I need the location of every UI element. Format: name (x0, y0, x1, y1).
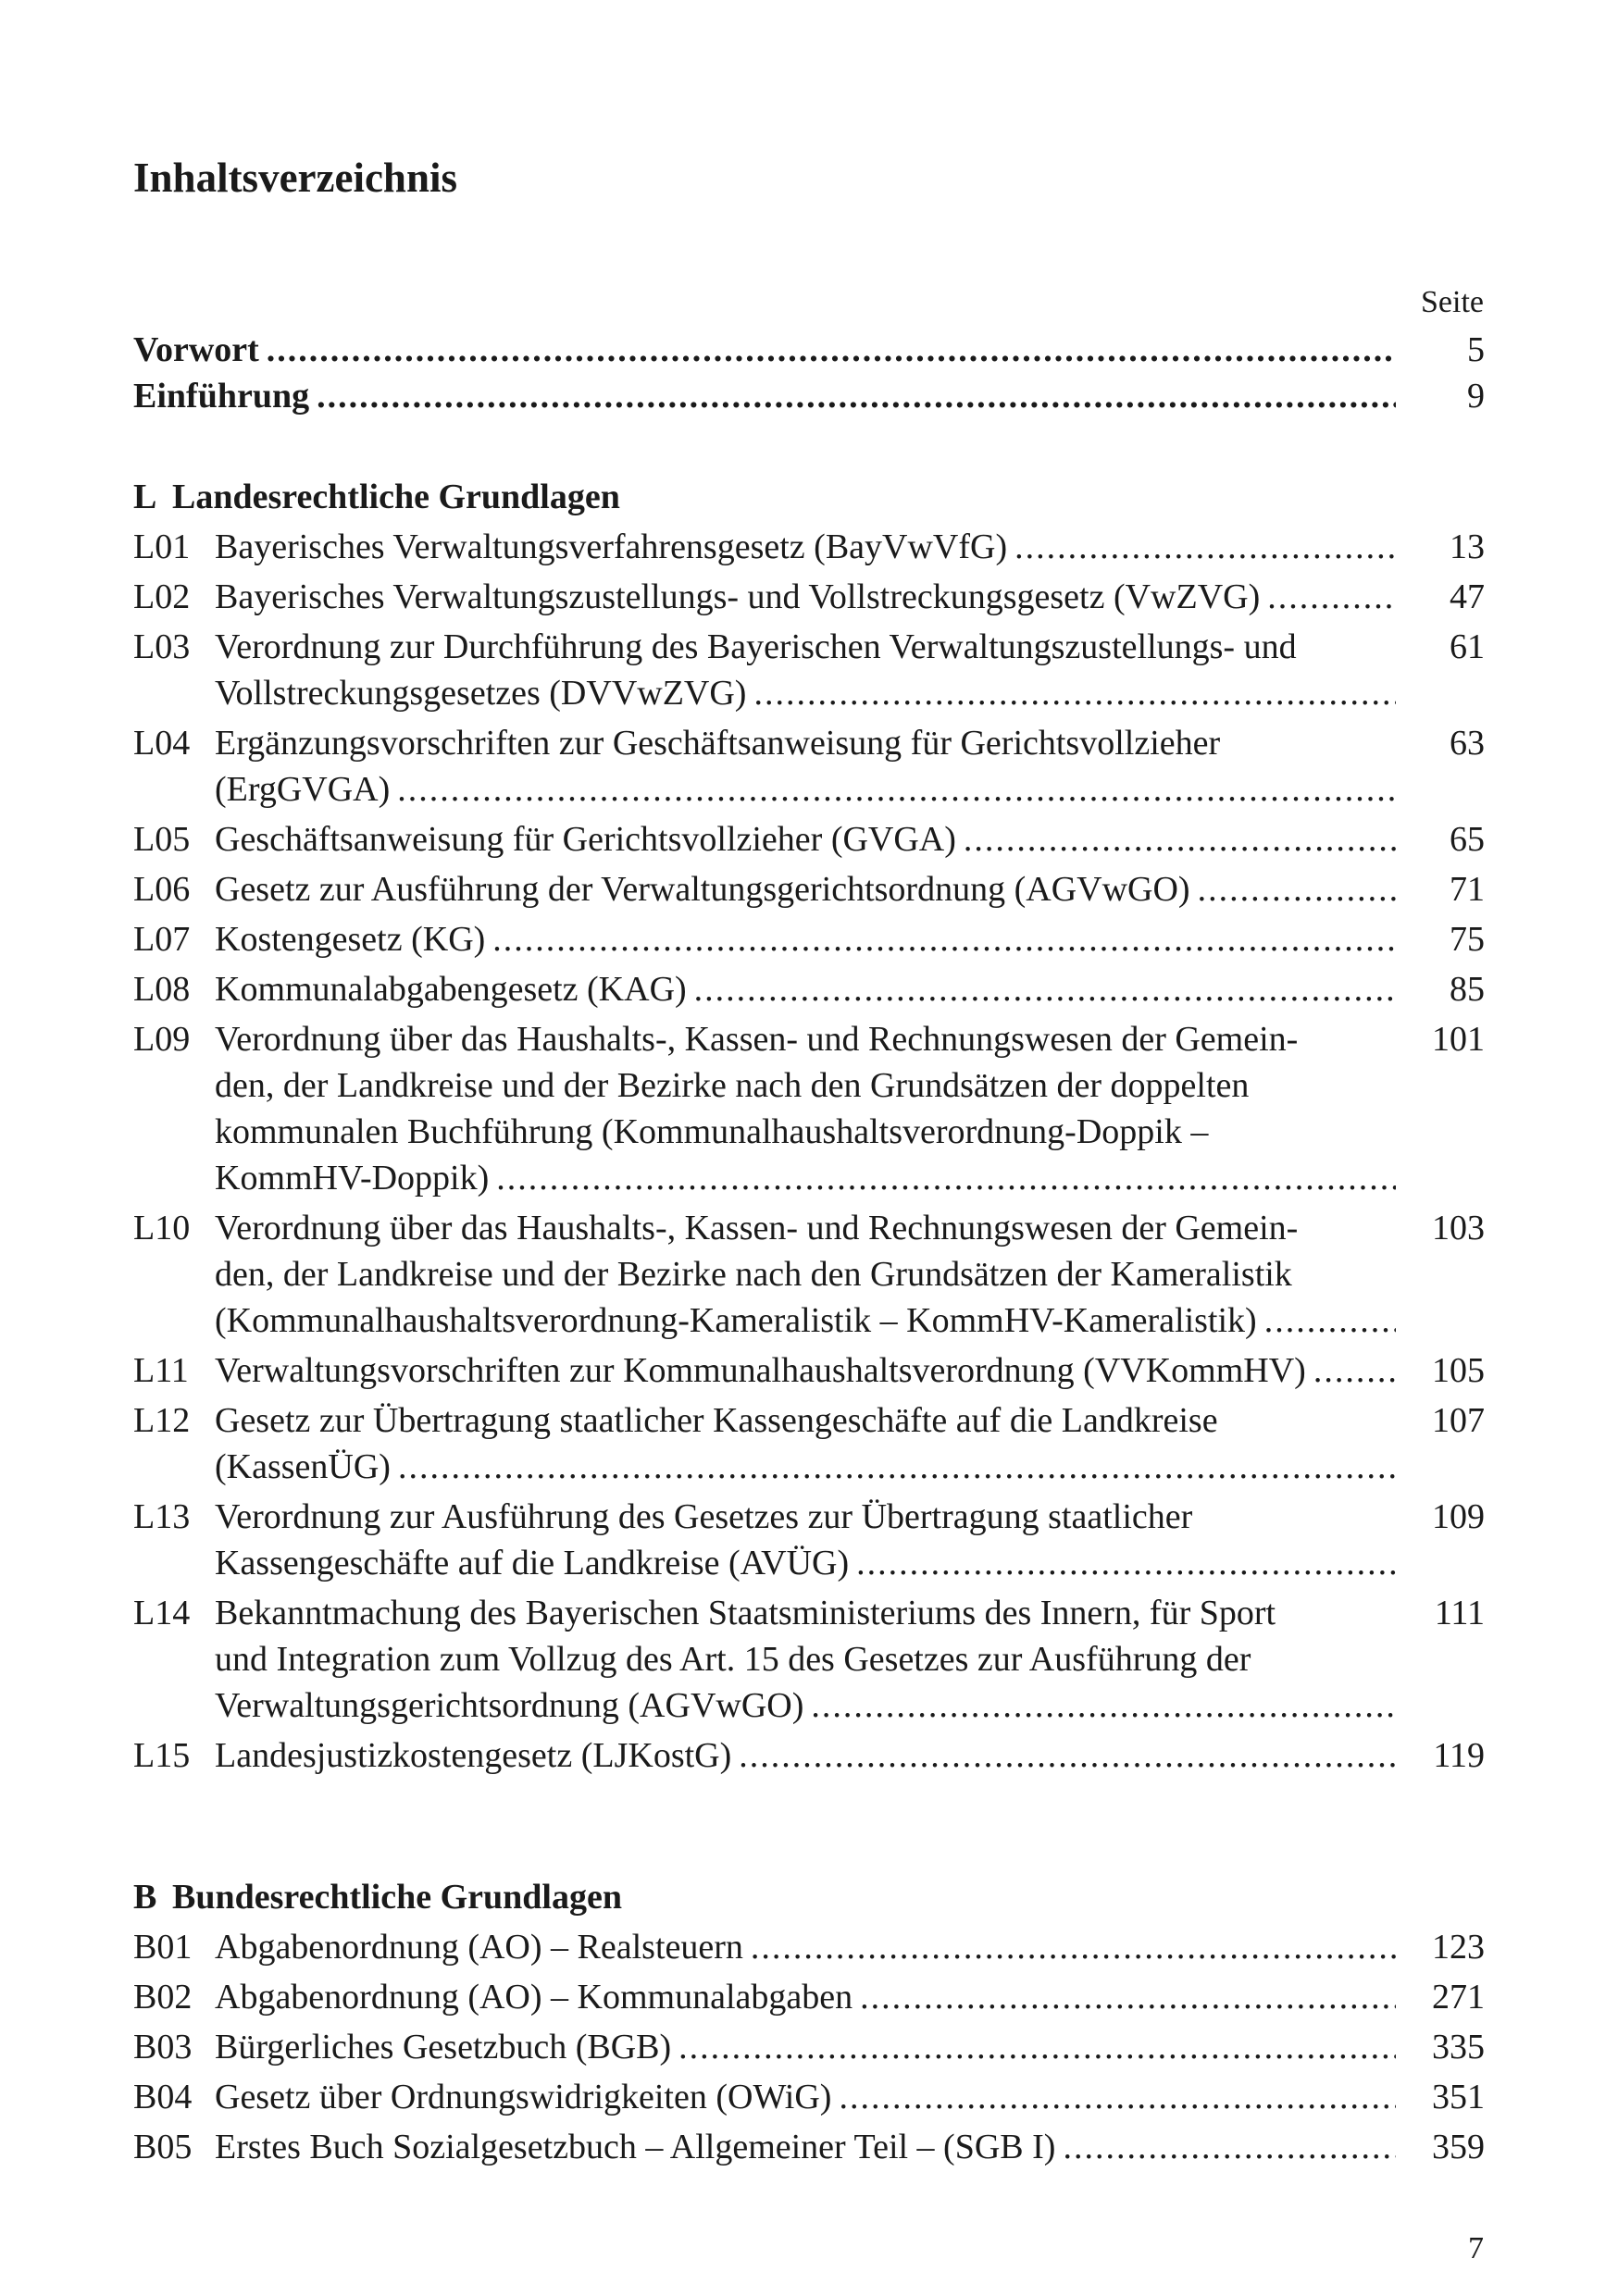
dot-leader (398, 1444, 1396, 1490)
dot-leader (496, 1155, 1396, 1201)
toc-entry-text-line: Vollstreckungsgesetzes (DVVwZVG) (215, 674, 747, 713)
toc-entry-text-line: kommunalen Buchführung (Kommunalhaushaltsverordnung-Doppik – (215, 1112, 1209, 1151)
toc-entry-page: 85 (1450, 970, 1485, 1009)
toc-entry-code: L08 (133, 970, 191, 1009)
toc-entry-text-line: Abgabenordnung (AO) – Kommunalabgaben (215, 1978, 853, 2017)
toc-entry-page: 101 (1432, 1020, 1485, 1059)
dot-leader (964, 816, 1396, 863)
toc-entry-text-line: Ergänzungsvorschriften zur Geschäftsanweisung für Gerichtsvollzieher (215, 724, 1221, 763)
toc-entry-page: 13 (1450, 527, 1485, 566)
toc-entry-code: L03 (133, 627, 191, 666)
toc-entry[interactable] (133, 624, 1485, 716)
toc-entry-page: 111 (1434, 1594, 1485, 1632)
toc-entry-text-line: Kostengesetz (KG) (215, 920, 486, 959)
toc-entry-text-line: Abgabenordnung (AO) – Realsteuern (215, 1928, 743, 1967)
toc-entry[interactable] (133, 1732, 1485, 1779)
toc-entry-text-line: Bayerisches Verwaltungszustellungs- und Vollstreckungsgesetz (VwZVG) (215, 577, 1261, 616)
page-column-header: Seite (1421, 285, 1484, 319)
toc-entry[interactable] (133, 524, 1485, 570)
toc-entry-code: B04 (133, 2078, 193, 2116)
toc-entry-text-line: Vorwort (133, 330, 259, 369)
toc-entry-page: 5 (1467, 330, 1485, 369)
dot-leader (1264, 1297, 1396, 1344)
toc-entry[interactable] (133, 2124, 1485, 2170)
dot-leader (1313, 1347, 1396, 1394)
toc-entry-text-line: Gesetz zur Übertragung staatlicher Kassengeschäfte auf die Landkreise (215, 1401, 1218, 1440)
toc-entry-text-line: Landesjustizkostengesetz (LJKostG) (215, 1736, 732, 1775)
toc-entry-code: L06 (133, 870, 191, 909)
toc-entry-text-line: Verordnung über das Haushalts-, Kassen- und Rechnungswesen der Gemein- (215, 1209, 1299, 1247)
toc-entry-code: L04 (133, 724, 191, 763)
toc-entry[interactable] (133, 1974, 1485, 2020)
toc-entry-text-line: Verordnung zur Ausführung des Gesetzes zur Übertragung staatlicher (215, 1497, 1193, 1536)
toc-entry-page: 71 (1450, 870, 1485, 909)
toc-entry[interactable] (133, 1397, 1485, 1490)
dot-leader (856, 1540, 1396, 1586)
dot-leader (1267, 574, 1396, 620)
toc-entry-code: L12 (133, 1401, 191, 1440)
toc-entry-page: 9 (1467, 377, 1485, 416)
dot-leader (751, 1924, 1396, 1970)
dot-leader (811, 1682, 1396, 1729)
toc-entry-text-line: Kommunalabgabengesetz (KAG) (215, 970, 687, 1009)
toc-entry[interactable] (133, 327, 1485, 373)
toc-entry-text-line: und Integration zum Vollzug des Art. 15 des Gesetzes zur Ausführung der (215, 1640, 1251, 1679)
toc-section-bundesrecht (133, 1874, 1485, 2170)
toc-entry-text-line: Bürgerliches Gesetzbuch (BGB) (215, 2028, 672, 2066)
dot-leader (694, 966, 1396, 1012)
toc-entry-page: 105 (1432, 1351, 1485, 1390)
toc-entry-text-line: KommHV-Doppik) (215, 1159, 490, 1198)
toc-section-landesrecht (133, 474, 1485, 1779)
page-title: Inhaltsverzeichnis (133, 155, 458, 201)
toc-entry[interactable] (133, 866, 1485, 912)
toc-entry-page: 359 (1432, 2128, 1485, 2166)
toc-entry-code: L05 (133, 820, 191, 859)
dot-leader (860, 1974, 1396, 2020)
toc-entry-text-line: Verwaltungsvorschriften zur Kommunalhaushaltsverordnung (VVKommHV) (215, 1351, 1306, 1390)
toc-entry-code: B03 (133, 2028, 193, 2066)
section-letter: L (133, 478, 157, 516)
toc-entry-page: 335 (1432, 2028, 1485, 2066)
dot-leader (1198, 866, 1396, 912)
toc-entry-text-line: Bayerisches Verwaltungsverfahrensgesetz (BayVwVfG) (215, 527, 1008, 566)
toc-entry-code: L15 (133, 1736, 191, 1775)
toc-entry[interactable] (133, 373, 1485, 419)
dot-leader (317, 373, 1396, 419)
toc-entry-code: L14 (133, 1594, 191, 1632)
toc-entry-page: 351 (1432, 2078, 1485, 2116)
toc-entry-page: 61 (1450, 627, 1485, 666)
toc-entry[interactable] (133, 816, 1485, 863)
toc-entry-code: B05 (133, 2128, 193, 2166)
toc-entry-text-line: Erstes Buch Sozialgesetzbuch – Allgemeiner Teil – (SGB I) (215, 2128, 1056, 2166)
toc-entry-text-line: (ErgGVGA) (215, 770, 391, 809)
toc-entry-page: 75 (1450, 920, 1485, 959)
toc-entry-text-line: (Kommunalhaushaltsverordnung-Kameralistik – KommHV-Kameralistik) (215, 1301, 1257, 1340)
dot-leader (839, 2074, 1396, 2120)
toc-entry-page: 107 (1432, 1401, 1485, 1440)
toc-entry-code: L11 (133, 1351, 189, 1390)
toc-entry-page: 65 (1450, 820, 1485, 859)
toc-entry-code: L07 (133, 920, 191, 959)
footer-page-number: 7 (1468, 2231, 1484, 2265)
toc-entry-text-line: Verordnung zur Durchführung des Bayerischen Verwaltungszustellungs- und (215, 627, 1297, 666)
toc-entry-page: 47 (1450, 577, 1485, 616)
dot-leader (739, 1732, 1396, 1779)
toc-entry-page: 123 (1432, 1928, 1485, 1967)
section-letter: B (133, 1878, 157, 1917)
toc-entry[interactable] (133, 1347, 1485, 1394)
section-heading (133, 1874, 1485, 1920)
toc-entry-page: 63 (1450, 724, 1485, 763)
toc-entry-code: L09 (133, 1020, 191, 1059)
toc-entry[interactable] (133, 1016, 1485, 1201)
toc-entry-text-line: den, der Landkreise und der Bezirke nach den Grundsätzen der Kameralistik (215, 1255, 1292, 1294)
toc-entry-page: 271 (1432, 1978, 1485, 2017)
toc-entry-code: L01 (133, 527, 191, 566)
toc-entry[interactable] (133, 1924, 1485, 1970)
toc-entry-text-line: Einführung (133, 377, 310, 416)
section-heading (133, 474, 1485, 520)
toc-entry-page: 119 (1433, 1736, 1485, 1775)
toc-entry-text-line: Gesetz über Ordnungswidrigkeiten (OWiG) (215, 2078, 832, 2116)
toc-entry-code: B02 (133, 1978, 193, 2017)
section-title: Bundesrechtliche Grundlagen (172, 1878, 622, 1917)
toc-entry-text-line: Verordnung über das Haushalts-, Kassen- und Rechnungswesen der Gemein- (215, 1020, 1299, 1059)
dot-leader (267, 327, 1396, 373)
section-title: Landesrechtliche Grundlagen (172, 478, 620, 516)
toc-entry-page: 109 (1432, 1497, 1485, 1536)
toc-entry-page: 103 (1432, 1209, 1485, 1247)
dot-leader (492, 916, 1396, 962)
toc-entry[interactable] (133, 916, 1485, 962)
toc-entry-code: L02 (133, 577, 191, 616)
toc-entry[interactable] (133, 2024, 1485, 2070)
toc-entry[interactable] (133, 2074, 1485, 2120)
toc-entry-text-line: den, der Landkreise und der Bezirke nach den Grundsätzen der doppelten (215, 1066, 1250, 1105)
toc-entry[interactable] (133, 1205, 1485, 1344)
toc-entry[interactable] (133, 966, 1485, 1012)
toc-entry-code: B01 (133, 1928, 193, 1967)
toc-entry[interactable] (133, 1590, 1485, 1729)
dot-leader (397, 766, 1396, 813)
toc-entry-text-line: Kassengeschäfte auf die Landkreise (AVÜG) (215, 1544, 850, 1582)
dot-leader (678, 2024, 1396, 2070)
toc-entry-text-line: (KassenÜG) (215, 1447, 391, 1486)
toc-entry-text-line: Geschäftsanweisung für Gerichtsvollzieher (GVGA) (215, 820, 956, 859)
toc-entry[interactable] (133, 720, 1485, 813)
toc-entry[interactable] (133, 1494, 1485, 1586)
toc-entry-text-line: Bekanntmachung des Bayerischen Staatsministeriums des Innern, für Sport (215, 1594, 1276, 1632)
toc-entry-text-line: Verwaltungsgerichtsordnung (AGVwGO) (215, 1686, 804, 1725)
dot-leader (1063, 2124, 1396, 2170)
toc-front-matter (133, 327, 1485, 419)
dot-leader (1014, 524, 1396, 570)
toc-entry[interactable] (133, 574, 1485, 620)
toc-entry-code: L13 (133, 1497, 191, 1536)
toc-entry-code: L10 (133, 1209, 191, 1247)
toc-entry-text-line: Gesetz zur Ausführung der Verwaltungsgerichtsordnung (AGVwGO) (215, 870, 1190, 909)
dot-leader (753, 670, 1396, 716)
